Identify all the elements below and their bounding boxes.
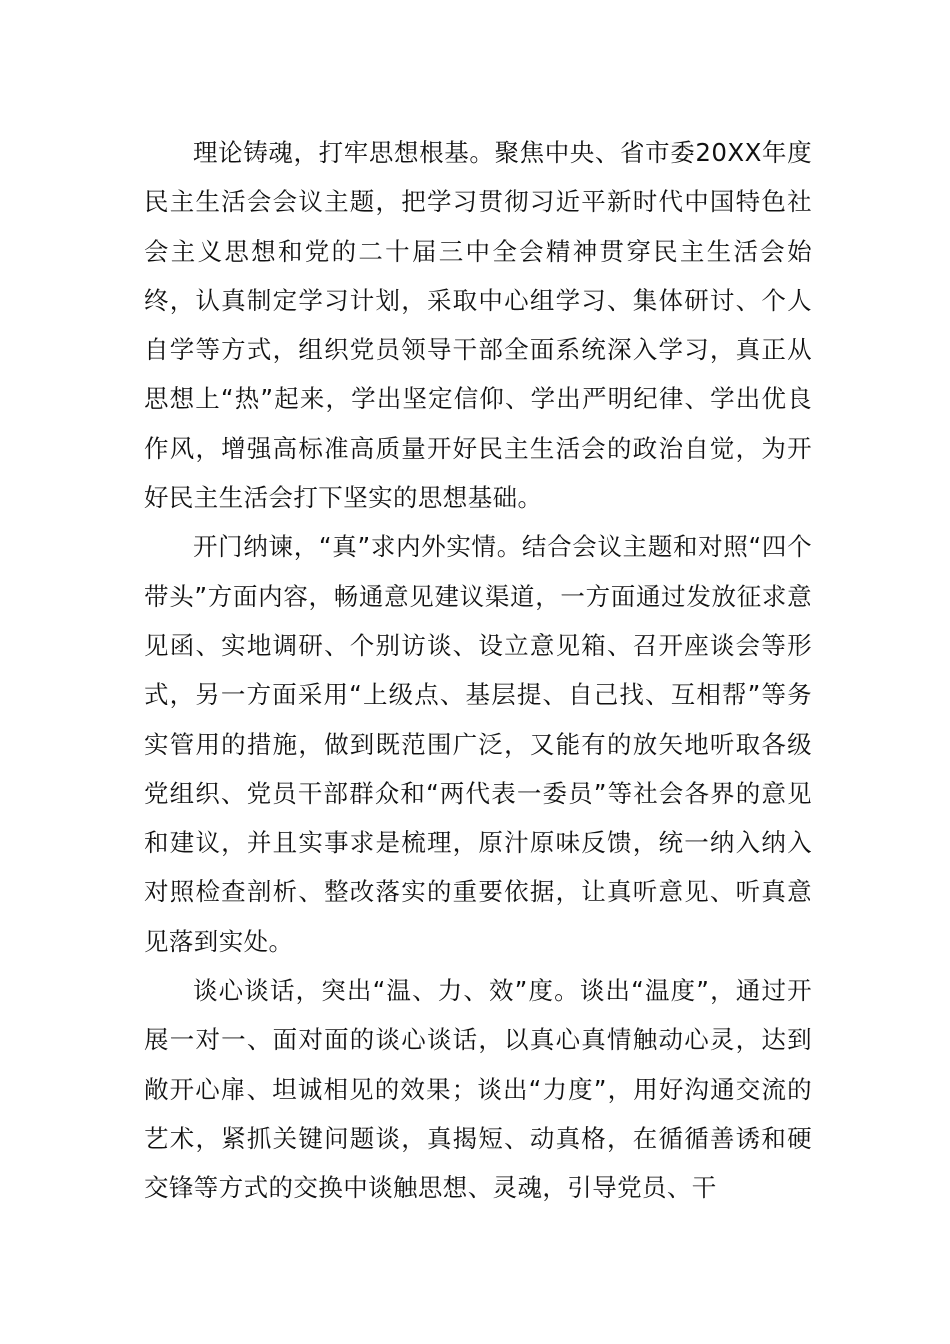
paragraph-open-door: 开门纳谏，“真”求内外实情。结合会议主题和对照“四个带头”方面内容，畅通意见建议渠道，一方面通过发放征求意见函、实地调研、个别访谈、设立意见箱、召开座谈会等形式，另一方面采用“上级点、基层提、自己找、互相帮”等务实管用的措施，做到既范围广泛，又能有的放矢地听取各级党组织、党员干部群众和“两代表一委员”等社会各界的意见和建议，并且实事求是梳理，原汁原味反馈，统一纳入纳入对照检查剖析、整改落实的重要依据，让真听意见、听真意见落到实处。: [144, 532, 812, 956]
paragraph-heart-talk: 谈心谈话，突出“温、力、效”度。谈出“温度”，通过开展一对一、面对面的谈心谈话，以真心真情触动心灵，达到敞开心扉、坦诚相见的效果；谈出“力度”，用好沟通交流的艺术，紧抓关键问题谈，真揭短、动真格，在循循善诱和硬交锋等方式的交换中谈触思想、灵魂，引导党员、干: [144, 976, 812, 1203]
body-text: [144, 128, 812, 1213]
paragraph-theory: 理论铸魂，打牢思想根基。聚焦中央、省市委20XX年度民主生活会会议主题，把学习贯彻习近平新时代中国特色社会主义思想和党的二十届三中全会精神贯穿民主生活会始终，认真制定学习计划，采取中心组学习、集体研讨、个人自学等方式，组织党员领导干部全面系统深入学习，真正从思想上“热”起来，学出坚定信仰、学出严明纪律、学出优良作风，增强高标准高质量开好民主生活会的政治自觉，为开好民主生活会打下坚实的思想基础。: [144, 138, 812, 513]
